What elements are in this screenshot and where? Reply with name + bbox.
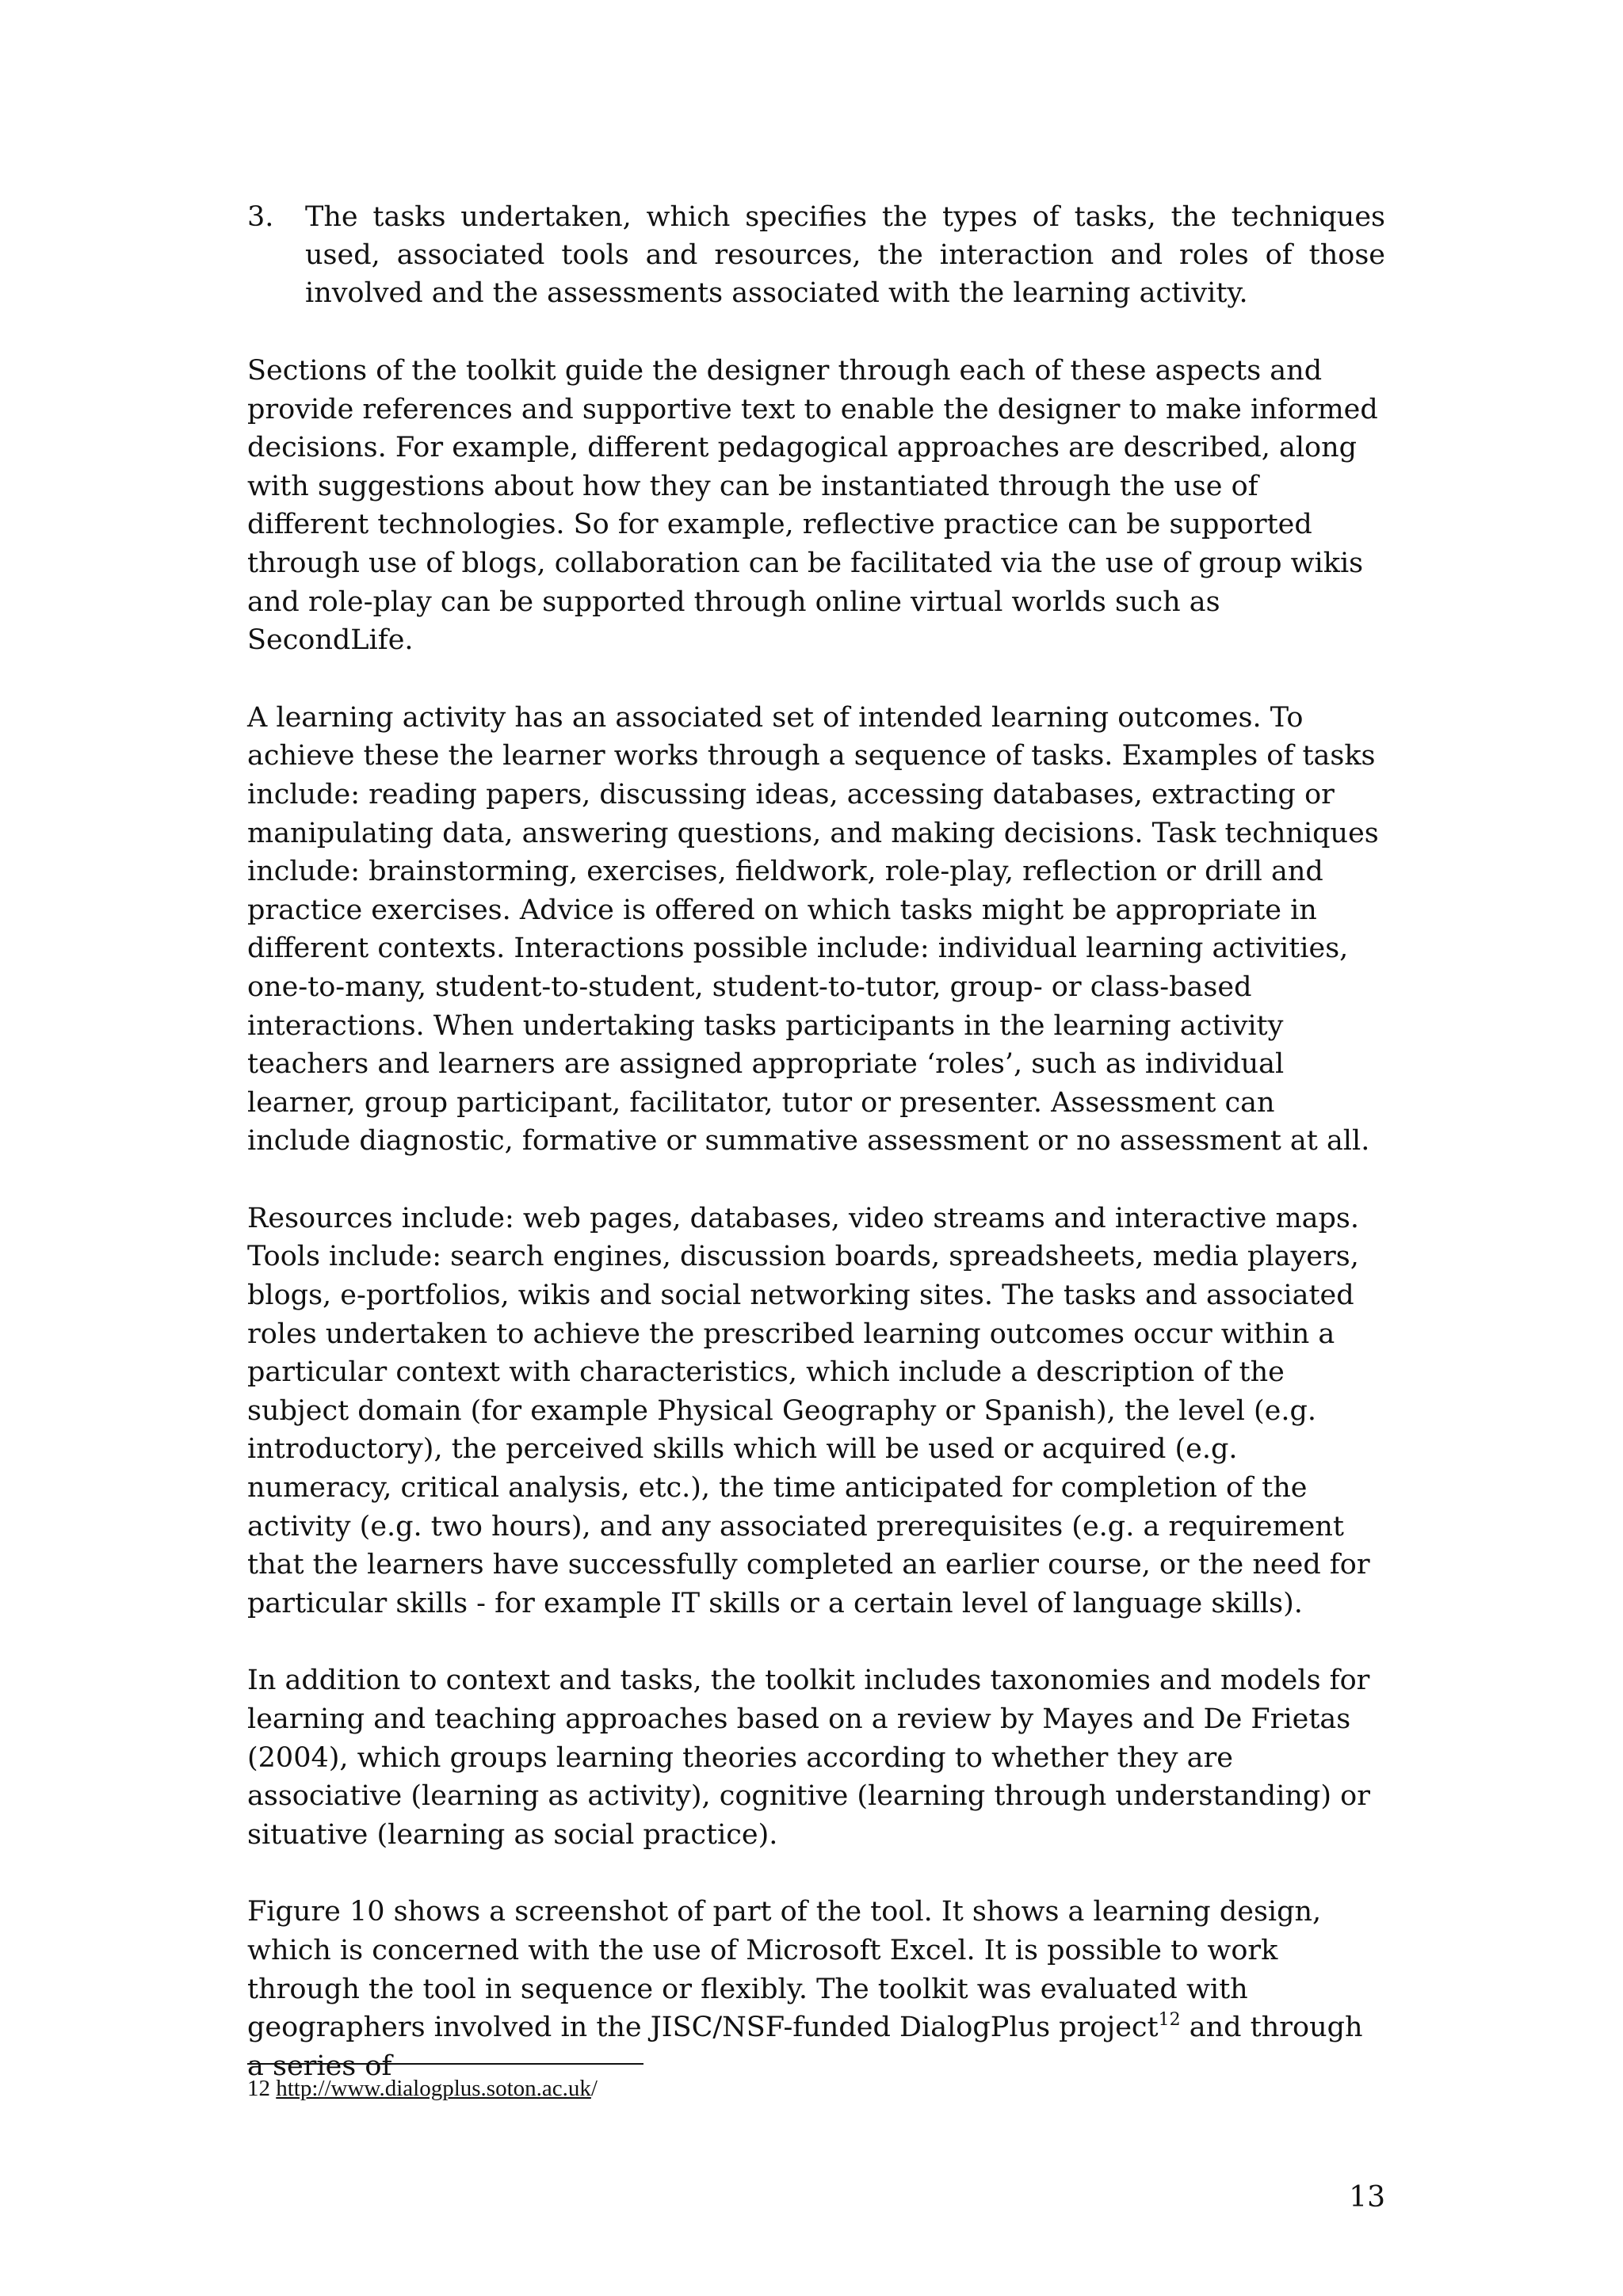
list-item-text: The tasks undertaken, which specifies the types of tasks, the techniques used, associated tools and resources, the interaction and roles of those involved and the assessments associated with the learning activity. (305, 201, 1385, 309)
paragraph-figure-reference (247, 1893, 1385, 2085)
paragraph-figure-tail: and through a series of (247, 2012, 1363, 2082)
list-number: 3. (247, 201, 274, 233)
page-number: 13 (1349, 2181, 1385, 2214)
paragraph-resources-tools: Resources include: web pages, databases, video streams and interactive maps. Tools include: search engines, discussion boards, spreadsheets, media players, blogs, e-portfolios, wikis and social networking sites. The tasks and associated roles undertaken to achieve the prescribed learning outcomes occur within a particular context with characteristics, which include a description of the subject domain (for example Physical Geography or Spanish), the level (e.g. introductory), the perceived skills which will be used or acquired (e.g. numeracy, critical analysis, etc.), the time anticipated for completion of the activity (e.g. two hours), and any associated prerequisites (e.g. a requirement that the learners have successfully completed an earlier course, or the need for particular skills - for example IT skills or a certain level of language skills). (247, 1202, 1370, 1619)
footnote-divider (247, 2063, 643, 2065)
numbered-list-item (247, 198, 1385, 312)
footnote-trailing: / (590, 2076, 598, 2101)
paragraph-taxonomies: In addition to context and tasks, the toolkit includes taxonomies and models for learning and teaching approaches based on a review by Mayes and De Frietas (2004), which groups learning theories according to whether they are associative (learning as activity), cognitive (learning through understanding) or situative (learning as social practice). (247, 1665, 1370, 1851)
footnote-reference[interactable]: 12 (1158, 2010, 1181, 2031)
paragraph-toolkit-sections: Sections of the toolkit guide the designer through each of these aspects and provide references and supportive text to enable the designer to make informed decisions. For example, different pedagogical approaches are described, along with suggestions about how they can be instantiated through the use of different technologies. So for example, reflective practice can be supported through use of blogs, collaboration can be facilitated via the use of group wikis and role-play can be supported through online virtual worlds such as SecondLife. (247, 355, 1378, 657)
paragraph-learning-activity: A learning activity has an associated set of intended learning outcomes. To achieve these the learner works through a sequence of tasks. Examples of tasks include: reading papers, discussing ideas, accessing databases, extracting or manipulating data, answering questions, and making decisions. Task techniques include: brainstorming, exercises, fieldwork, role-play, reflection or drill and practice exercises. Advice is offered on which tasks might be appropriate in different contexts. Interactions possible include: individual learning activities, one-to-many, student-to-student, student-to-tutor, group- or class-based interactions. When undertaking tasks participants in the learning activity teachers and learners are assigned appropriate ‘roles’, such as individual learner, group participant, facilitator, tutor or presenter. Assessment can include diagnostic, formative or summative assessment or no assessment at all. (247, 701, 1379, 1158)
page-body (247, 198, 1385, 2124)
footnote-link[interactable]: http://www.dialogplus.soton.ac.uk (276, 2076, 591, 2101)
footnote (247, 2074, 598, 2103)
footnote-number: 12 (247, 2076, 270, 2101)
paragraph-figure-text: Figure 10 shows a screenshot of part of the tool. It shows a learning design, which is concerned with the use of Microsoft Excel. It is possible to work through the tool in sequence or flexibly. The toolkit was evaluated with geographers involved in the JISC/NSF-funded DialogPlus project (247, 1896, 1322, 2044)
